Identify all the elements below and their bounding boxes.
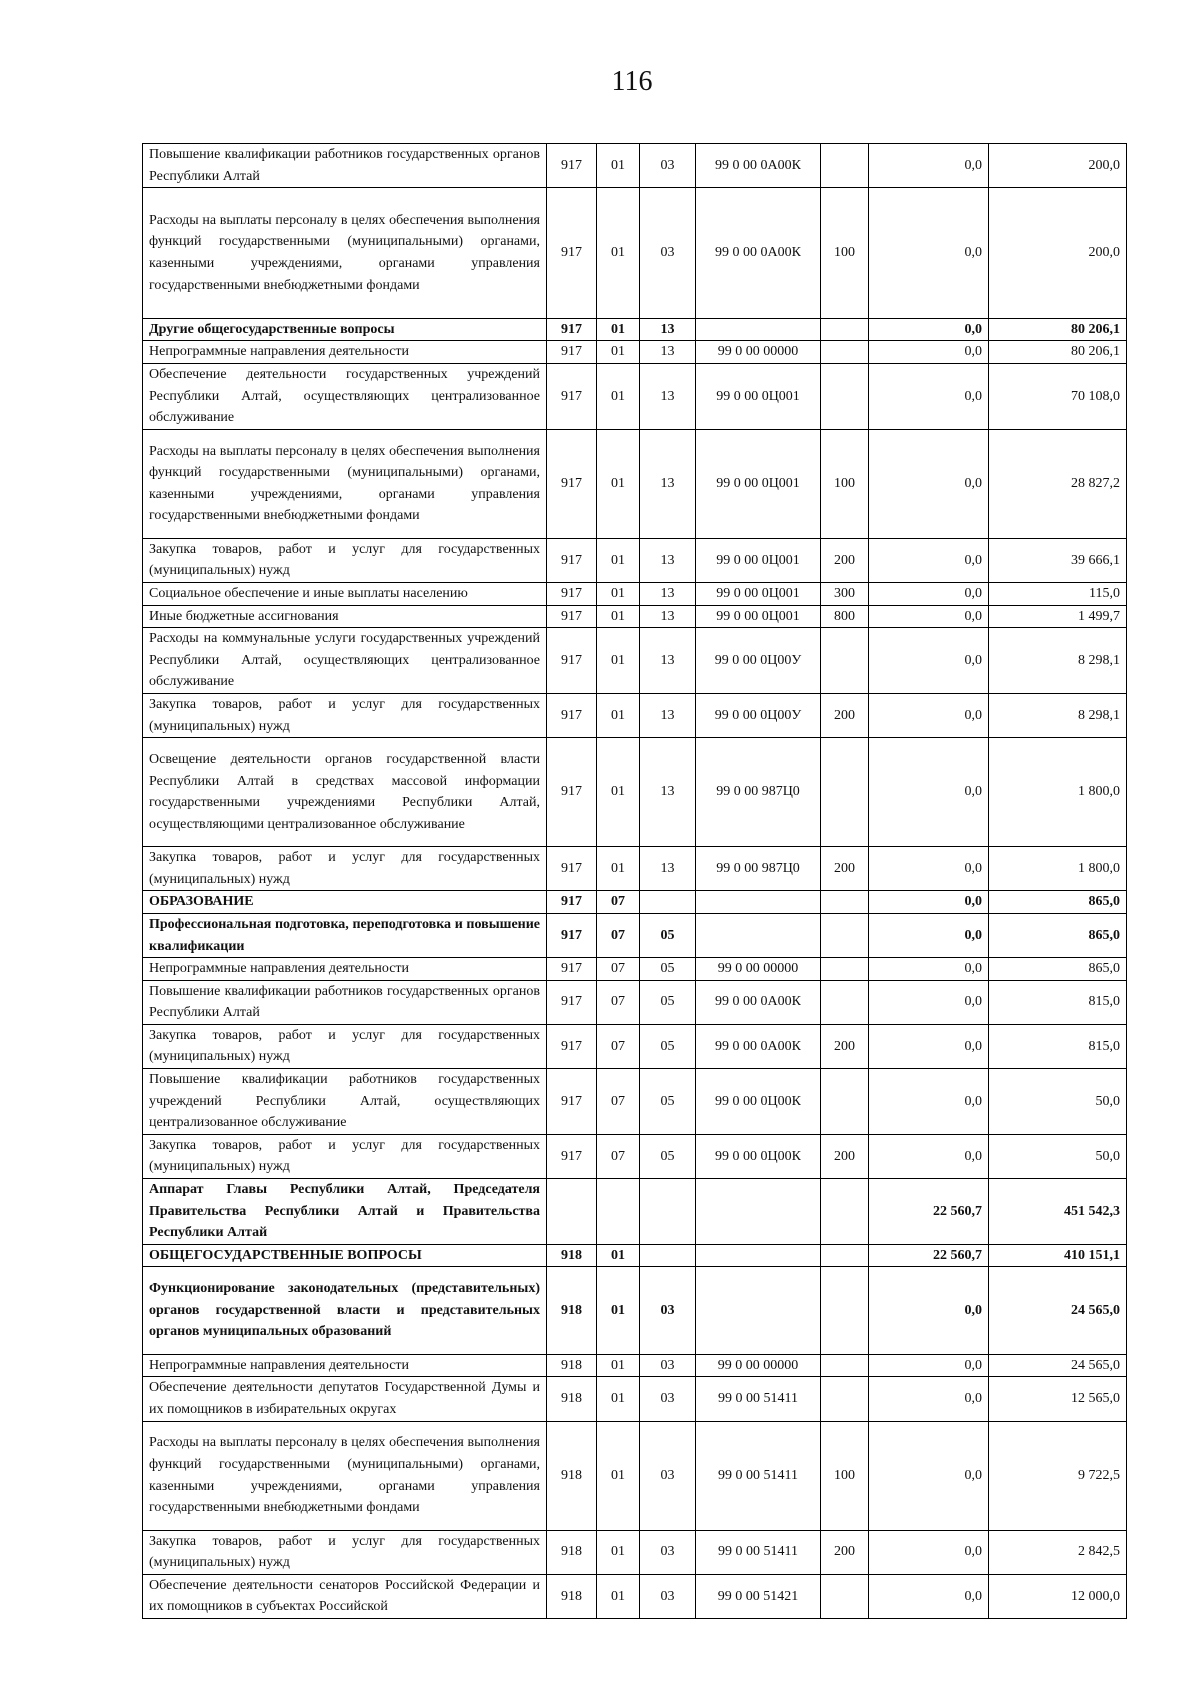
vr-code-cell bbox=[821, 363, 869, 429]
gr-code-cell: 917 bbox=[547, 363, 597, 429]
table-row bbox=[143, 1267, 1127, 1354]
row-name-cell: Непрограммные направления деятельности bbox=[143, 1354, 547, 1377]
pr-code-cell: 13 bbox=[640, 363, 696, 429]
csr-code-cell: 99 0 00 0Ц00К bbox=[696, 1134, 821, 1178]
row-name-cell: ОБРАЗОВАНИЕ bbox=[143, 891, 547, 914]
csr-code-cell: 99 0 00 0Ц001 bbox=[696, 605, 821, 628]
amount-col1-cell: 0,0 bbox=[869, 1024, 989, 1068]
gr-code-cell: 917 bbox=[547, 429, 597, 538]
vr-code-cell: 200 bbox=[821, 538, 869, 582]
row-name-cell: Закупка товаров, работ и услуг для государственных (муниципальных) нужд bbox=[143, 1530, 547, 1574]
vr-code-cell: 200 bbox=[821, 847, 869, 891]
amount-col1-cell: 0,0 bbox=[869, 1069, 989, 1135]
amount-col2-cell: 12 565,0 bbox=[989, 1377, 1127, 1421]
csr-code-cell: 99 0 00 51411 bbox=[696, 1530, 821, 1574]
rz-code-cell: 07 bbox=[597, 891, 640, 914]
amount-col1-cell: 0,0 bbox=[869, 693, 989, 737]
gr-code-cell: 917 bbox=[547, 144, 597, 188]
csr-code-cell: 99 0 00 0Ц001 bbox=[696, 363, 821, 429]
csr-code-cell bbox=[696, 1244, 821, 1267]
pr-code-cell: 13 bbox=[640, 318, 696, 341]
pr-code-cell: 13 bbox=[640, 341, 696, 364]
rz-code-cell: 01 bbox=[597, 144, 640, 188]
row-name-cell: Непрограммные направления деятельности bbox=[143, 958, 547, 981]
csr-code-cell bbox=[696, 318, 821, 341]
row-name-cell: Повышение квалификации работников государственных учреждений Республики Алтай, осуществляющих централизованное обслуживание bbox=[143, 1069, 547, 1135]
amount-col1-cell: 0,0 bbox=[869, 582, 989, 605]
amount-col2-cell: 8 298,1 bbox=[989, 628, 1127, 694]
pr-code-cell: 05 bbox=[640, 980, 696, 1024]
table-row bbox=[143, 1530, 1127, 1574]
table-row bbox=[143, 363, 1127, 429]
rz-code-cell bbox=[597, 1179, 640, 1245]
row-name-cell: Закупка товаров, работ и услуг для государственных (муниципальных) нужд bbox=[143, 693, 547, 737]
rz-code-cell: 01 bbox=[597, 341, 640, 364]
row-name-cell: Закупка товаров, работ и услуг для государственных (муниципальных) нужд bbox=[143, 538, 547, 582]
table-row bbox=[143, 318, 1127, 341]
table-row bbox=[143, 1179, 1127, 1245]
pr-code-cell: 03 bbox=[640, 1421, 696, 1530]
rz-code-cell: 01 bbox=[597, 1377, 640, 1421]
vr-code-cell bbox=[821, 1267, 869, 1354]
pr-code-cell: 13 bbox=[640, 693, 696, 737]
table-row bbox=[143, 582, 1127, 605]
vr-code-cell bbox=[821, 738, 869, 847]
vr-code-cell bbox=[821, 891, 869, 914]
gr-code-cell: 917 bbox=[547, 980, 597, 1024]
gr-code-cell: 918 bbox=[547, 1267, 597, 1354]
vr-code-cell: 200 bbox=[821, 1530, 869, 1574]
row-name-cell: Закупка товаров, работ и услуг для государственных (муниципальных) нужд bbox=[143, 847, 547, 891]
table-row bbox=[143, 1574, 1127, 1618]
amount-col1-cell: 0,0 bbox=[869, 913, 989, 957]
table-row bbox=[143, 891, 1127, 914]
rz-code-cell: 01 bbox=[597, 582, 640, 605]
table-row bbox=[143, 1024, 1127, 1068]
gr-code-cell: 918 bbox=[547, 1354, 597, 1377]
gr-code-cell: 917 bbox=[547, 847, 597, 891]
vr-code-cell bbox=[821, 144, 869, 188]
amount-col1-cell: 22 560,7 bbox=[869, 1244, 989, 1267]
gr-code-cell: 917 bbox=[547, 628, 597, 694]
vr-code-cell: 100 bbox=[821, 429, 869, 538]
table-row bbox=[143, 1244, 1127, 1267]
pr-code-cell: 03 bbox=[640, 1267, 696, 1354]
pr-code-cell bbox=[640, 891, 696, 914]
row-name-cell: Расходы на выплаты персоналу в целях обеспечения выполнения функций государственными (муниципальными) органами, казенными учреждениями, органами управления государственными внебюджетными фондами bbox=[143, 188, 547, 319]
rz-code-cell: 07 bbox=[597, 1024, 640, 1068]
csr-code-cell: 99 0 00 0А00К bbox=[696, 144, 821, 188]
vr-code-cell: 100 bbox=[821, 188, 869, 319]
row-name-cell: Обеспечение деятельности сенаторов Российской Федерации и их помощников в субъектах Российской bbox=[143, 1574, 547, 1618]
budget-table bbox=[142, 143, 1127, 1619]
amount-col2-cell: 865,0 bbox=[989, 958, 1127, 981]
vr-code-cell: 100 bbox=[821, 1421, 869, 1530]
table-row bbox=[143, 188, 1127, 319]
amount-col2-cell: 50,0 bbox=[989, 1134, 1127, 1178]
pr-code-cell: 03 bbox=[640, 188, 696, 319]
rz-code-cell: 01 bbox=[597, 628, 640, 694]
amount-col2-cell: 815,0 bbox=[989, 1024, 1127, 1068]
amount-col2-cell: 24 565,0 bbox=[989, 1354, 1127, 1377]
pr-code-cell: 03 bbox=[640, 1377, 696, 1421]
row-name-cell: Закупка товаров, работ и услуг для государственных (муниципальных) нужд bbox=[143, 1134, 547, 1178]
rz-code-cell: 01 bbox=[597, 738, 640, 847]
csr-code-cell: 99 0 00 0Ц00К bbox=[696, 1069, 821, 1135]
rz-code-cell: 01 bbox=[597, 1530, 640, 1574]
gr-code-cell: 917 bbox=[547, 958, 597, 981]
pr-code-cell: 05 bbox=[640, 958, 696, 981]
vr-code-cell bbox=[821, 1179, 869, 1245]
csr-code-cell: 99 0 00 987Ц0 bbox=[696, 738, 821, 847]
rz-code-cell: 07 bbox=[597, 980, 640, 1024]
rz-code-cell: 07 bbox=[597, 958, 640, 981]
vr-code-cell bbox=[821, 1574, 869, 1618]
row-name-cell: Социальное обеспечение и иные выплаты населению bbox=[143, 582, 547, 605]
gr-code-cell: 917 bbox=[547, 693, 597, 737]
csr-code-cell: 99 0 00 51411 bbox=[696, 1377, 821, 1421]
row-name-cell: Обеспечение деятельности государственных учреждений Республики Алтай, осуществляющих централизованное обслуживание bbox=[143, 363, 547, 429]
pr-code-cell: 13 bbox=[640, 628, 696, 694]
pr-code-cell: 05 bbox=[640, 1024, 696, 1068]
gr-code-cell: 917 bbox=[547, 341, 597, 364]
table-row bbox=[143, 913, 1127, 957]
gr-code-cell: 918 bbox=[547, 1574, 597, 1618]
csr-code-cell: 99 0 00 00000 bbox=[696, 958, 821, 981]
gr-code-cell: 917 bbox=[547, 1069, 597, 1135]
amount-col1-cell: 0,0 bbox=[869, 605, 989, 628]
gr-code-cell: 918 bbox=[547, 1421, 597, 1530]
gr-code-cell: 918 bbox=[547, 1244, 597, 1267]
csr-code-cell: 99 0 00 51421 bbox=[696, 1574, 821, 1618]
csr-code-cell bbox=[696, 891, 821, 914]
amount-col1-cell: 0,0 bbox=[869, 1267, 989, 1354]
row-name-cell: Функционирование законодательных (представительных) органов государственной власти и представительных органов муниципальных образований bbox=[143, 1267, 547, 1354]
rz-code-cell: 01 bbox=[597, 1421, 640, 1530]
amount-col1-cell: 0,0 bbox=[869, 363, 989, 429]
row-name-cell: Обеспечение деятельности депутатов Государственной Думы и их помощников в избирательных округах bbox=[143, 1377, 547, 1421]
pr-code-cell: 13 bbox=[640, 582, 696, 605]
row-name-cell: Повышение квалификации работников государственных органов Республики Алтай bbox=[143, 144, 547, 188]
csr-code-cell: 99 0 00 00000 bbox=[696, 1354, 821, 1377]
table-row bbox=[143, 144, 1127, 188]
table-row bbox=[143, 605, 1127, 628]
rz-code-cell: 07 bbox=[597, 1134, 640, 1178]
amount-col1-cell: 0,0 bbox=[869, 847, 989, 891]
pr-code-cell: 13 bbox=[640, 847, 696, 891]
gr-code-cell bbox=[547, 1179, 597, 1245]
rz-code-cell: 01 bbox=[597, 318, 640, 341]
vr-code-cell bbox=[821, 1069, 869, 1135]
pr-code-cell: 03 bbox=[640, 1530, 696, 1574]
amount-col2-cell: 200,0 bbox=[989, 144, 1127, 188]
gr-code-cell: 917 bbox=[547, 582, 597, 605]
amount-col2-cell: 1 499,7 bbox=[989, 605, 1127, 628]
amount-col2-cell: 80 206,1 bbox=[989, 318, 1127, 341]
amount-col1-cell: 0,0 bbox=[869, 980, 989, 1024]
row-name-cell: Расходы на выплаты персоналу в целях обеспечения выполнения функций государственными (муниципальными) органами, казенными учреждениями, органами управления государственными внебюджетными фондами bbox=[143, 429, 547, 538]
gr-code-cell: 918 bbox=[547, 1377, 597, 1421]
amount-col1-cell: 0,0 bbox=[869, 628, 989, 694]
vr-code-cell: 200 bbox=[821, 1024, 869, 1068]
amount-col1-cell: 0,0 bbox=[869, 1377, 989, 1421]
table-row bbox=[143, 1134, 1127, 1178]
rz-code-cell: 01 bbox=[597, 605, 640, 628]
pr-code-cell bbox=[640, 1244, 696, 1267]
table-row bbox=[143, 1069, 1127, 1135]
amount-col2-cell: 815,0 bbox=[989, 980, 1127, 1024]
table-body bbox=[143, 144, 1127, 1619]
gr-code-cell: 917 bbox=[547, 891, 597, 914]
csr-code-cell: 99 0 00 00000 bbox=[696, 341, 821, 364]
gr-code-cell: 918 bbox=[547, 1530, 597, 1574]
row-name-cell: Закупка товаров, работ и услуг для государственных (муниципальных) нужд bbox=[143, 1024, 547, 1068]
table-row bbox=[143, 1377, 1127, 1421]
csr-code-cell: 99 0 00 0Ц001 bbox=[696, 538, 821, 582]
csr-code-cell: 99 0 00 0Ц00У bbox=[696, 628, 821, 694]
pr-code-cell: 03 bbox=[640, 1574, 696, 1618]
vr-code-cell bbox=[821, 628, 869, 694]
amount-col2-cell: 1 800,0 bbox=[989, 847, 1127, 891]
row-name-cell: Иные бюджетные ассигнования bbox=[143, 605, 547, 628]
vr-code-cell bbox=[821, 341, 869, 364]
amount-col1-cell: 0,0 bbox=[869, 144, 989, 188]
rz-code-cell: 01 bbox=[597, 693, 640, 737]
row-name-cell: ОБЩЕГОСУДАРСТВЕННЫЕ ВОПРОСЫ bbox=[143, 1244, 547, 1267]
rz-code-cell: 01 bbox=[597, 1574, 640, 1618]
csr-code-cell: 99 0 00 0Ц001 bbox=[696, 429, 821, 538]
gr-code-cell: 917 bbox=[547, 605, 597, 628]
table-row bbox=[143, 538, 1127, 582]
rz-code-cell: 07 bbox=[597, 1069, 640, 1135]
amount-col2-cell: 451 542,3 bbox=[989, 1179, 1127, 1245]
amount-col2-cell: 80 206,1 bbox=[989, 341, 1127, 364]
table-row bbox=[143, 628, 1127, 694]
gr-code-cell: 917 bbox=[547, 538, 597, 582]
amount-col1-cell: 0,0 bbox=[869, 341, 989, 364]
amount-col2-cell: 28 827,2 bbox=[989, 429, 1127, 538]
rz-code-cell: 01 bbox=[597, 538, 640, 582]
amount-col1-cell: 0,0 bbox=[869, 1530, 989, 1574]
amount-col1-cell: 22 560,7 bbox=[869, 1179, 989, 1245]
csr-code-cell bbox=[696, 1267, 821, 1354]
csr-code-cell: 99 0 00 51411 bbox=[696, 1421, 821, 1530]
table-row bbox=[143, 958, 1127, 981]
pr-code-cell: 03 bbox=[640, 1354, 696, 1377]
pr-code-cell: 05 bbox=[640, 1069, 696, 1135]
csr-code-cell: 99 0 00 0А00К bbox=[696, 980, 821, 1024]
table-row bbox=[143, 738, 1127, 847]
page-number: 116 bbox=[611, 66, 653, 97]
vr-code-cell bbox=[821, 1354, 869, 1377]
amount-col2-cell: 200,0 bbox=[989, 188, 1127, 319]
row-name-cell: Профессиональная подготовка, переподготовка и повышение квалификации bbox=[143, 913, 547, 957]
amount-col2-cell: 24 565,0 bbox=[989, 1267, 1127, 1354]
gr-code-cell: 917 bbox=[547, 318, 597, 341]
csr-code-cell: 99 0 00 0Ц00У bbox=[696, 693, 821, 737]
pr-code-cell: 05 bbox=[640, 1134, 696, 1178]
gr-code-cell: 917 bbox=[547, 738, 597, 847]
vr-code-cell bbox=[821, 980, 869, 1024]
amount-col1-cell: 0,0 bbox=[869, 1574, 989, 1618]
gr-code-cell: 917 bbox=[547, 188, 597, 319]
table-row bbox=[143, 847, 1127, 891]
amount-col2-cell: 9 722,5 bbox=[989, 1421, 1127, 1530]
row-name-cell: Непрограммные направления деятельности bbox=[143, 341, 547, 364]
table-row bbox=[143, 429, 1127, 538]
amount-col1-cell: 0,0 bbox=[869, 538, 989, 582]
amount-col1-cell: 0,0 bbox=[869, 891, 989, 914]
vr-code-cell bbox=[821, 1244, 869, 1267]
pr-code-cell: 13 bbox=[640, 738, 696, 847]
vr-code-cell: 800 bbox=[821, 605, 869, 628]
amount-col2-cell: 70 108,0 bbox=[989, 363, 1127, 429]
amount-col1-cell: 0,0 bbox=[869, 958, 989, 981]
row-name-cell: Освещение деятельности органов государственной власти Республики Алтай в средствах массовой информации государственными учреждениями Республики Алтай, осуществляющими централизованное обслуживание bbox=[143, 738, 547, 847]
pr-code-cell: 03 bbox=[640, 144, 696, 188]
rz-code-cell: 01 bbox=[597, 1267, 640, 1354]
pr-code-cell: 13 bbox=[640, 538, 696, 582]
amount-col2-cell: 865,0 bbox=[989, 891, 1127, 914]
rz-code-cell: 07 bbox=[597, 913, 640, 957]
amount-col2-cell: 115,0 bbox=[989, 582, 1127, 605]
amount-col1-cell: 0,0 bbox=[869, 429, 989, 538]
vr-code-cell: 300 bbox=[821, 582, 869, 605]
row-name-cell: Другие общегосударственные вопросы bbox=[143, 318, 547, 341]
amount-col1-cell: 0,0 bbox=[869, 188, 989, 319]
table-row bbox=[143, 693, 1127, 737]
pr-code-cell: 13 bbox=[640, 605, 696, 628]
amount-col2-cell: 2 842,5 bbox=[989, 1530, 1127, 1574]
table-row bbox=[143, 1421, 1127, 1530]
amount-col2-cell: 8 298,1 bbox=[989, 693, 1127, 737]
vr-code-cell bbox=[821, 913, 869, 957]
table-row bbox=[143, 1354, 1127, 1377]
amount-col1-cell: 0,0 bbox=[869, 318, 989, 341]
csr-code-cell bbox=[696, 1179, 821, 1245]
row-name-cell: Аппарат Главы Республики Алтай, Председателя Правительства Республики Алтай и Правительства Республики Алтай bbox=[143, 1179, 547, 1245]
row-name-cell: Повышение квалификации работников государственных органов Республики Алтай bbox=[143, 980, 547, 1024]
table-row bbox=[143, 980, 1127, 1024]
pr-code-cell: 13 bbox=[640, 429, 696, 538]
amount-col2-cell: 50,0 bbox=[989, 1069, 1127, 1135]
table-row bbox=[143, 341, 1127, 364]
amount-col1-cell: 0,0 bbox=[869, 1421, 989, 1530]
gr-code-cell: 917 bbox=[547, 913, 597, 957]
vr-code-cell bbox=[821, 318, 869, 341]
rz-code-cell: 01 bbox=[597, 1354, 640, 1377]
rz-code-cell: 01 bbox=[597, 363, 640, 429]
vr-code-cell: 200 bbox=[821, 693, 869, 737]
pr-code-cell bbox=[640, 1179, 696, 1245]
rz-code-cell: 01 bbox=[597, 429, 640, 538]
amount-col2-cell: 12 000,0 bbox=[989, 1574, 1127, 1618]
amount-col2-cell: 865,0 bbox=[989, 913, 1127, 957]
vr-code-cell bbox=[821, 1377, 869, 1421]
csr-code-cell: 99 0 00 0Ц001 bbox=[696, 582, 821, 605]
row-name-cell: Расходы на выплаты персоналу в целях обеспечения выполнения функций государственными (муниципальными) органами, казенными учреждениями, органами управления государственными внебюджетными фондами bbox=[143, 1421, 547, 1530]
vr-code-cell: 200 bbox=[821, 1134, 869, 1178]
rz-code-cell: 01 bbox=[597, 847, 640, 891]
amount-col2-cell: 410 151,1 bbox=[989, 1244, 1127, 1267]
amount-col1-cell: 0,0 bbox=[869, 1354, 989, 1377]
amount-col1-cell: 0,0 bbox=[869, 738, 989, 847]
row-name-cell: Расходы на коммунальные услуги государственных учреждений Республики Алтай, осуществляющих централизованное обслуживание bbox=[143, 628, 547, 694]
csr-code-cell bbox=[696, 913, 821, 957]
gr-code-cell: 917 bbox=[547, 1134, 597, 1178]
csr-code-cell: 99 0 00 0А00К bbox=[696, 188, 821, 319]
rz-code-cell: 01 bbox=[597, 1244, 640, 1267]
amount-col1-cell: 0,0 bbox=[869, 1134, 989, 1178]
csr-code-cell: 99 0 00 987Ц0 bbox=[696, 847, 821, 891]
amount-col2-cell: 1 800,0 bbox=[989, 738, 1127, 847]
amount-col2-cell: 39 666,1 bbox=[989, 538, 1127, 582]
vr-code-cell bbox=[821, 958, 869, 981]
gr-code-cell: 917 bbox=[547, 1024, 597, 1068]
rz-code-cell: 01 bbox=[597, 188, 640, 319]
csr-code-cell: 99 0 00 0А00К bbox=[696, 1024, 821, 1068]
pr-code-cell: 05 bbox=[640, 913, 696, 957]
